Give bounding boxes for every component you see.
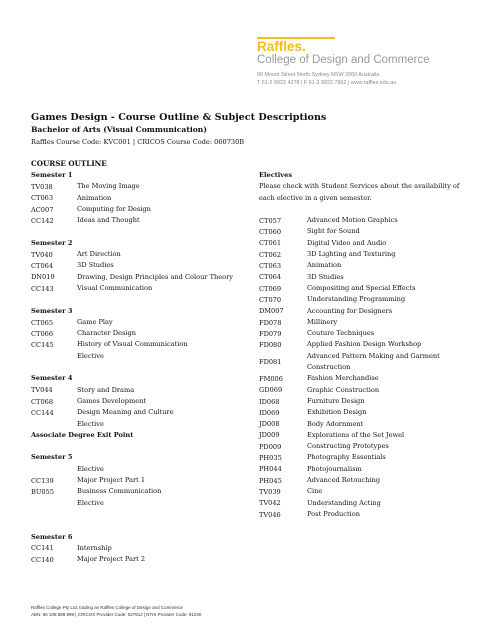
elective-row	[259, 373, 469, 384]
subject-code: CT065	[31, 318, 54, 327]
subject-row	[31, 351, 251, 362]
elective-name: Understanding Programming	[307, 295, 406, 304]
subject-code: DN019	[31, 273, 55, 282]
electives-column	[259, 170, 469, 520]
subject-row	[31, 396, 251, 407]
subject-row	[31, 272, 251, 283]
subject-name: Design Meaning and Culture	[77, 408, 174, 417]
elective-name: 3D Studies	[307, 272, 344, 281]
subject-row	[31, 464, 251, 475]
elective-name: Accounting for Designers	[307, 306, 393, 315]
address-line: 99 Mount Street North Sydney NSW 2060 Australia	[257, 72, 380, 78]
subject-name: The Moving Image	[77, 182, 140, 191]
contact-line: T 61-2 9922 4278 | F 61-2 9922 7862 | www.raffles.edu.au	[257, 80, 397, 86]
subject-code: CT064	[31, 262, 54, 271]
semester-heading: Semester 4	[31, 374, 73, 383]
elective-row	[259, 407, 469, 418]
subject-code: CC145	[31, 341, 54, 350]
elective-code: CT062	[259, 250, 282, 259]
electives-note: Please check with Student Services about the availability of each elective in a given semester.	[259, 182, 460, 202]
elective-row	[259, 272, 469, 283]
elective-code: CT069	[259, 284, 282, 293]
subject-name: Elective	[77, 351, 104, 360]
subject-name: Drawing, Design Principles and Colour Theory	[77, 272, 233, 281]
subject-row	[31, 215, 251, 226]
subject-name: Business Communication	[77, 487, 162, 496]
elective-row	[259, 475, 469, 486]
elective-row	[259, 351, 469, 374]
elective-name: Fashion Merchandise	[307, 374, 379, 383]
subject-row	[31, 181, 251, 192]
degree-name: Bachelor of Arts (Visual Communication)	[31, 125, 207, 134]
elective-name: Understanding Acting	[307, 498, 381, 507]
subject-code: TV038	[31, 182, 53, 191]
electives-heading: Electives	[259, 171, 293, 179]
subject-name: Major Project Part 1	[77, 476, 146, 485]
subject-row	[31, 249, 251, 260]
subject-row	[31, 204, 251, 215]
elective-row	[259, 328, 469, 339]
subject-row	[31, 317, 251, 328]
elective-code: CT064	[259, 273, 282, 282]
college-logo	[257, 37, 457, 87]
elective-code: CT070	[259, 295, 282, 304]
exit-point-heading: Associate Degree Exit Point	[31, 430, 134, 439]
subject-name: Computing for Design	[77, 204, 151, 213]
logo-subtitle: College of Design and Commerce	[257, 54, 430, 66]
elective-code: CT061	[259, 239, 282, 248]
subject-row	[31, 486, 251, 497]
elective-list	[259, 215, 469, 520]
subject-name: Major Project Part 2	[77, 555, 146, 564]
semester-heading: Semester 6	[31, 532, 73, 541]
elective-row	[259, 226, 469, 237]
footer	[31, 604, 201, 618]
subject-name: Visual Communication	[77, 283, 153, 292]
elective-name: Explorations of the Set Jewel	[307, 430, 405, 439]
elective-code: FD079	[259, 329, 282, 338]
elective-row	[259, 306, 469, 317]
elective-name: Advanced Pattern Making and Garment Construction	[307, 351, 440, 372]
elective-name: Constructing Prototypes	[307, 442, 389, 451]
subject-row	[31, 385, 251, 396]
elective-row	[259, 509, 469, 520]
elective-name: Millinery	[307, 317, 338, 326]
subject-name: Story and Drama	[77, 385, 135, 394]
elective-row	[259, 294, 469, 305]
elective-name: Animation	[307, 261, 342, 270]
elective-row	[259, 441, 469, 452]
subject-row	[31, 283, 251, 294]
subject-row	[31, 260, 251, 271]
footer-company: Raffles College Pty Ltd, trading as Raffles College of Design and Commerce	[31, 605, 183, 610]
elective-name: Cine	[307, 487, 323, 496]
subject-code: CC141	[31, 544, 54, 553]
elective-row	[259, 238, 469, 249]
elective-row	[259, 249, 469, 260]
course-codes: Raffles Course Code: KVC001 | CRICOS Course Code: 060730B	[31, 138, 245, 146]
elective-code: TV046	[259, 510, 281, 519]
subject-name: Art Direction	[77, 250, 121, 259]
elective-name: Graphic Construction	[307, 385, 380, 394]
course-outline-heading: COURSE OUTLINE	[31, 159, 107, 168]
elective-name: Sight for Sound	[307, 227, 360, 236]
elective-name: 3D Lighting and Texturing	[307, 250, 396, 259]
elective-name: Couture Techniques	[307, 329, 375, 338]
elective-code: FM006	[259, 374, 283, 383]
elective-code: CT057	[259, 216, 282, 225]
elective-row	[259, 486, 469, 497]
subject-code: CC143	[31, 284, 54, 293]
subject-name: Animation	[77, 193, 112, 202]
subject-code: BU055	[31, 487, 54, 496]
subject-row	[31, 475, 251, 486]
semester-column	[31, 170, 251, 565]
subject-row	[31, 407, 251, 418]
subject-name: Ideas and Thought	[77, 216, 140, 225]
elective-name: Exhibition Design	[307, 408, 367, 417]
elective-code: PD009	[259, 442, 282, 451]
subject-name: Game Play	[77, 317, 113, 326]
elective-code: FD080	[259, 341, 282, 350]
subject-row	[31, 554, 251, 565]
semester-heading: Semester 3	[31, 306, 73, 315]
subject-code: CC144	[31, 408, 54, 417]
elective-row	[259, 498, 469, 509]
subject-code: CT066	[31, 329, 54, 338]
subject-name: Internship	[77, 543, 112, 552]
elective-row	[259, 385, 469, 396]
subject-name: Games Development	[77, 396, 146, 405]
elective-row	[259, 464, 469, 475]
elective-row	[259, 452, 469, 463]
subject-code: CC142	[31, 216, 54, 225]
elective-code: CT063	[259, 262, 282, 271]
subject-name: Elective	[77, 498, 104, 507]
elective-name: Post Production	[307, 509, 360, 518]
elective-code: FD081	[259, 358, 282, 367]
subject-row	[31, 193, 251, 204]
elective-code: PH045	[259, 476, 282, 485]
subject-row	[31, 498, 251, 509]
subject-code: TV040	[31, 250, 53, 259]
elective-code: JD009	[259, 431, 280, 440]
elective-name: Advanced Retouching	[307, 476, 381, 485]
subject-name: Elective	[77, 464, 104, 473]
elective-code: TV042	[259, 499, 281, 508]
elective-row	[259, 215, 469, 226]
elective-code: GD069	[259, 386, 283, 395]
subject-row	[31, 419, 251, 430]
document-title: Games Design - Course Outline & Subject Descriptions	[31, 112, 327, 123]
college-address	[257, 71, 457, 87]
elective-code: PH044	[259, 465, 282, 474]
subject-code: CT063	[31, 194, 54, 203]
elective-row	[259, 317, 469, 328]
elective-code: PH035	[259, 454, 282, 463]
elective-code: CT060	[259, 228, 282, 237]
elective-row	[259, 260, 469, 271]
elective-name: Compositing and Special Effects	[307, 283, 416, 292]
logo-name: Raffles.	[257, 39, 306, 54]
elective-code: FD078	[259, 318, 282, 327]
elective-row	[259, 396, 469, 407]
footer-provider-codes: ABN: 86 108 888 999 | CRICOS Provider Code: 02761J | NTIS Provider Code: 91240	[31, 612, 202, 617]
subject-name: 3D Studies	[77, 261, 114, 270]
elective-code: ID069	[259, 408, 280, 417]
subject-row	[31, 543, 251, 554]
elective-row	[259, 419, 469, 430]
subject-row	[31, 328, 251, 339]
subject-code: CC140	[31, 555, 54, 564]
semester-heading: Semester 5	[31, 453, 73, 462]
elective-code: ID068	[259, 397, 280, 406]
subject-name: Elective	[77, 419, 104, 428]
elective-name: Applied Fashion Design Workshop	[307, 340, 422, 349]
subject-code: AC007	[31, 205, 54, 214]
semester-heading: Semester 1	[31, 171, 73, 179]
subject-code: TV044	[31, 386, 53, 395]
subject-code: CC139	[31, 476, 54, 485]
elective-name: Advanced Motion Graphics	[307, 216, 398, 225]
elective-row	[259, 430, 469, 441]
elective-name: Photography Essentials	[307, 453, 386, 462]
elective-name: Photojournalism	[307, 464, 362, 473]
elective-code: TV039	[259, 487, 281, 496]
elective-row	[259, 283, 469, 294]
elective-code: JD008	[259, 420, 280, 429]
subject-name: Character Design	[77, 329, 136, 338]
subject-name: History of Visual Communication	[77, 340, 188, 349]
elective-row	[259, 339, 469, 350]
elective-code: DM007	[259, 307, 284, 316]
semester-heading: Semester 2	[31, 238, 73, 247]
elective-name: Furniture Design	[307, 396, 365, 405]
subject-code: CT068	[31, 397, 54, 406]
subject-row	[31, 339, 251, 350]
elective-name: Body Adornment	[307, 419, 364, 428]
elective-name: Digital Video and Audio	[307, 238, 387, 247]
